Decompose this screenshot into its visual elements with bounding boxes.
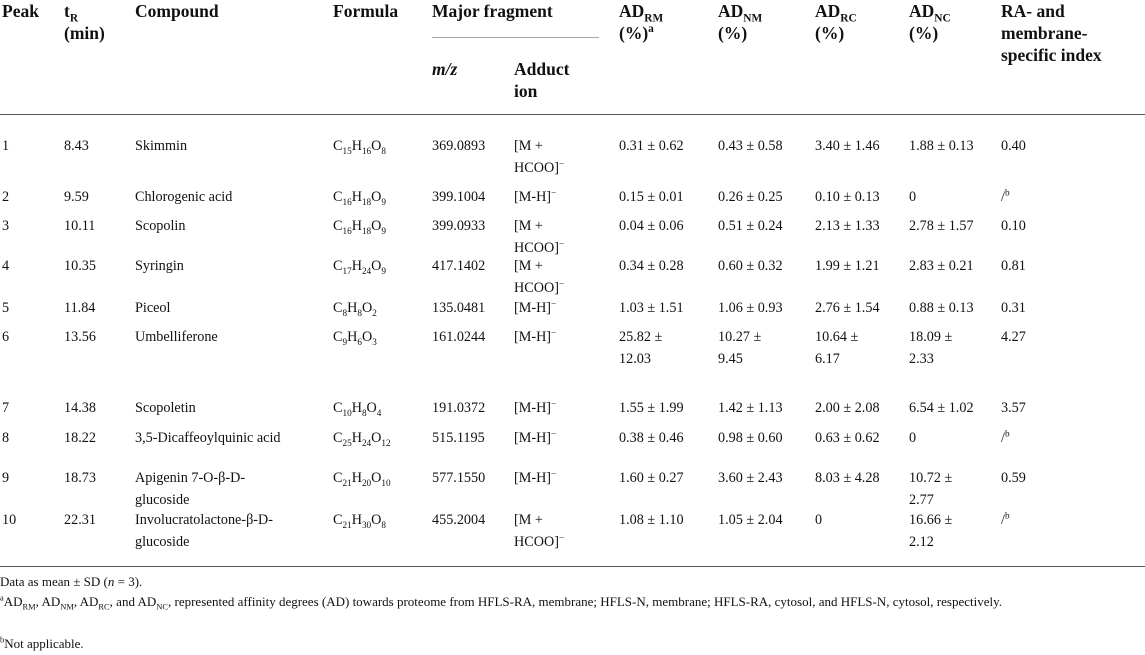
- cell-peak: 9: [2, 470, 10, 486]
- cell-ad-nm: 1.42 ± 1.13: [718, 400, 783, 416]
- cell-specific-index: 0.40: [1001, 138, 1026, 154]
- cell-mz: 417.1402: [432, 258, 486, 274]
- cell-ad-rc: 8.03 ± 4.28: [815, 470, 880, 486]
- cell-ad-nm: 0.51 ± 0.24: [718, 218, 783, 234]
- cell-specific-index: /$^b$: [1001, 187, 1010, 205]
- footnote-b: $^b$Not applicable.: [0, 634, 84, 651]
- cell-ad-rm: 0.15 ± 0.01: [619, 189, 684, 205]
- cell-formula: $C_{15}H_{16}O_8$: [333, 138, 387, 156]
- header-peak: Peak: [2, 1, 39, 21]
- table-bottom-rule: [0, 566, 1145, 567]
- cell-compound: Involucratolactone-β-D- glucoside: [135, 512, 273, 550]
- cell-ad-rc: 0: [815, 512, 823, 528]
- cell-ad-rc: 2.76 ± 1.54: [815, 300, 880, 316]
- cell-ad-nc: 10.72 ± 2.77: [909, 470, 953, 508]
- cell-adduct-ion: [M + HCOO]−: [514, 218, 565, 256]
- cell-formula: $C_{10}H_8O_4$: [333, 400, 382, 418]
- cell-ad-rm: 0.04 ± 0.06: [619, 218, 684, 234]
- cell-ad-nc: 16.66 ± 2.12: [909, 512, 953, 550]
- cell-formula: $C_{17}H_{24}O_9$: [333, 258, 387, 276]
- cell-adduct-ion: [M-H]−: [514, 468, 557, 486]
- cell-mz: 191.0372: [432, 400, 486, 416]
- cell-adduct-ion: [M + HCOO]−: [514, 258, 565, 296]
- cell-ad-nc: 0: [909, 430, 917, 446]
- cell-mz: 399.0933: [432, 218, 486, 234]
- header-adduct-ion: Adduct ion: [514, 59, 570, 101]
- cell-mz: 399.1004: [432, 189, 486, 205]
- header-bottom-rule: [0, 114, 1145, 115]
- cell-peak: 3: [2, 218, 10, 234]
- cell-ad-nm: 1.05 ± 2.04: [718, 512, 783, 528]
- cell-retention-time: 11.84: [64, 300, 96, 316]
- cell-adduct-ion: [M-H]−: [514, 327, 557, 345]
- cell-mz: 135.0481: [432, 300, 486, 316]
- cell-ad-nm: 0.98 ± 0.60: [718, 430, 783, 446]
- cell-ad-rm: 1.08 ± 1.10: [619, 512, 684, 528]
- cell-specific-index: /$^b$: [1001, 510, 1010, 528]
- cell-formula: $C_{21}H_{30}O_8$: [333, 512, 387, 530]
- cell-mz: 577.1550: [432, 470, 486, 486]
- cell-ad-rc: 2.00 ± 2.08: [815, 400, 880, 416]
- cell-ad-nm: 10.27 ± 9.45: [718, 329, 762, 367]
- cell-ad-rm: 0.34 ± 0.28: [619, 258, 684, 274]
- cell-retention-time: 10.35: [64, 258, 96, 274]
- cell-peak: 7: [2, 400, 10, 416]
- cell-ad-rm: 0.38 ± 0.46: [619, 430, 684, 446]
- cell-compound: Umbelliferone: [135, 329, 218, 345]
- cell-peak: 10: [2, 512, 17, 528]
- header-retention-time: $t_R$ (min): [64, 1, 105, 43]
- cell-adduct-ion: [M + HCOO]−: [514, 138, 565, 176]
- cell-ad-rc: 1.99 ± 1.21: [815, 258, 880, 274]
- cell-peak: 4: [2, 258, 10, 274]
- header-ad-nc: $AD_{NC}$ (%): [909, 1, 951, 43]
- header-specific-index: RA- and membrane- specific index: [1001, 1, 1102, 65]
- cell-formula: $C_{25}H_{24}O_{12}$: [333, 430, 391, 448]
- cell-ad-nc: 2.78 ± 1.57: [909, 218, 974, 234]
- cell-retention-time: 9.59: [64, 189, 89, 205]
- cell-compound: Piceol: [135, 300, 171, 316]
- cell-retention-time: 13.56: [64, 329, 96, 345]
- cell-ad-nc: 0.88 ± 0.13: [909, 300, 974, 316]
- cell-retention-time: 18.22: [64, 430, 96, 446]
- cell-peak: 8: [2, 430, 10, 446]
- cell-ad-rc: 3.40 ± 1.46: [815, 138, 880, 154]
- cell-mz: 161.0244: [432, 329, 486, 345]
- cell-ad-rm: 1.03 ± 1.51: [619, 300, 684, 316]
- cell-ad-nc: 1.88 ± 0.13: [909, 138, 974, 154]
- header-ad-nm: $AD_{NM}$ (%): [718, 1, 763, 43]
- header-formula: Formula: [333, 1, 399, 21]
- header-compound: Compound: [135, 1, 219, 21]
- cell-specific-index: 3.57: [1001, 400, 1026, 416]
- cell-ad-rc: 0.63 ± 0.62: [815, 430, 880, 446]
- header-ad-rm: $AD_{RM}$ (%)$^a$: [619, 1, 664, 43]
- cell-ad-nm: 0.26 ± 0.25: [718, 189, 783, 205]
- cell-ad-rc: 0.10 ± 0.13: [815, 189, 880, 205]
- cell-formula: $C_9H_6O_3$: [333, 329, 377, 347]
- cell-compound: 3,5-Dicaffeoylquinic acid: [135, 430, 281, 446]
- cell-specific-index: 0.31: [1001, 300, 1026, 316]
- cell-compound: Chlorogenic acid: [135, 189, 233, 205]
- cell-ad-rm: 25.82 ± 12.03: [619, 329, 663, 367]
- cell-compound: Apigenin 7-O-β-D- glucoside: [135, 470, 246, 508]
- cell-retention-time: 10.11: [64, 218, 96, 234]
- cell-retention-time: 14.38: [64, 400, 96, 416]
- cell-compound: Skimmin: [135, 138, 188, 154]
- footnote-data-note: Data as mean ± SD (n = 3).: [0, 574, 143, 589]
- cell-retention-time: 22.31: [64, 512, 96, 528]
- cell-formula: $C_{21}H_{20}O_{10}$: [333, 470, 391, 488]
- cell-mz: 515.1195: [432, 430, 485, 446]
- cell-ad-nm: 1.06 ± 0.93: [718, 300, 783, 316]
- cell-ad-rc: 10.64 ± 6.17: [815, 329, 859, 367]
- cell-retention-time: 8.43: [64, 138, 89, 154]
- cell-ad-nm: 0.60 ± 0.32: [718, 258, 783, 274]
- cell-specific-index: 0.10: [1001, 218, 1026, 234]
- cell-retention-time: 18.73: [64, 470, 96, 486]
- cell-ad-nc: 2.83 ± 0.21: [909, 258, 974, 274]
- cell-ad-nm: 0.43 ± 0.58: [718, 138, 783, 154]
- cell-compound: Scopoletin: [135, 400, 196, 416]
- cell-mz: 369.0893: [432, 138, 486, 154]
- cell-compound: Syringin: [135, 258, 184, 274]
- cell-adduct-ion: [M-H]−: [514, 428, 557, 446]
- cell-ad-nc: 6.54 ± 1.02: [909, 400, 974, 416]
- header-major-fragment: Major fragment: [432, 1, 553, 21]
- cell-specific-index: 0.81: [1001, 258, 1026, 274]
- cell-ad-nm: 3.60 ± 2.43: [718, 470, 783, 486]
- cell-ad-rm: 1.55 ± 1.99: [619, 400, 684, 416]
- cell-ad-rm: 0.31 ± 0.62: [619, 138, 684, 154]
- cell-ad-nc: 0: [909, 189, 917, 205]
- major-fragment-rule: [432, 37, 599, 38]
- cell-compound: Scopolin: [135, 218, 186, 234]
- cell-peak: 2: [2, 189, 10, 205]
- footnote-a: $^aAD_{RM}$, $AD_{NM}$, $AD_{RC}$, and $AD_{NC}$, represented affinity degrees (AD) towards proteome from HFLS-RA, membrane; HFLS-N, membrane; HFLS-RA, cytosol, and HFLS-N, cytosol, respectively.: [0, 592, 1002, 612]
- cell-formula: $C_{16}H_{18}O_9$: [333, 189, 387, 207]
- cell-formula: $C_{16}H_{18}O_9$: [333, 218, 387, 236]
- cell-specific-index: 0.59: [1001, 470, 1026, 486]
- cell-peak: 6: [2, 329, 10, 345]
- cell-peak: 5: [2, 300, 10, 316]
- cell-adduct-ion: [M + HCOO]−: [514, 512, 565, 550]
- cell-ad-rc: 2.13 ± 1.33: [815, 218, 880, 234]
- cell-adduct-ion: [M-H]−: [514, 398, 557, 416]
- cell-ad-nc: 18.09 ± 2.33: [909, 329, 953, 367]
- cell-formula: $C_8H_8O_2$: [333, 300, 377, 318]
- header-mz: m/z: [432, 59, 458, 79]
- cell-ad-rm: 1.60 ± 0.27: [619, 470, 684, 486]
- cell-adduct-ion: [M-H]−: [514, 187, 557, 205]
- cell-mz: 455.2004: [432, 512, 486, 528]
- cell-specific-index: 4.27: [1001, 329, 1026, 345]
- cell-specific-index: /$^b$: [1001, 428, 1010, 446]
- header-ad-rc: $AD_{RC}$ (%): [815, 1, 857, 43]
- cell-peak: 1: [2, 138, 10, 154]
- cell-adduct-ion: [M-H]−: [514, 298, 557, 316]
